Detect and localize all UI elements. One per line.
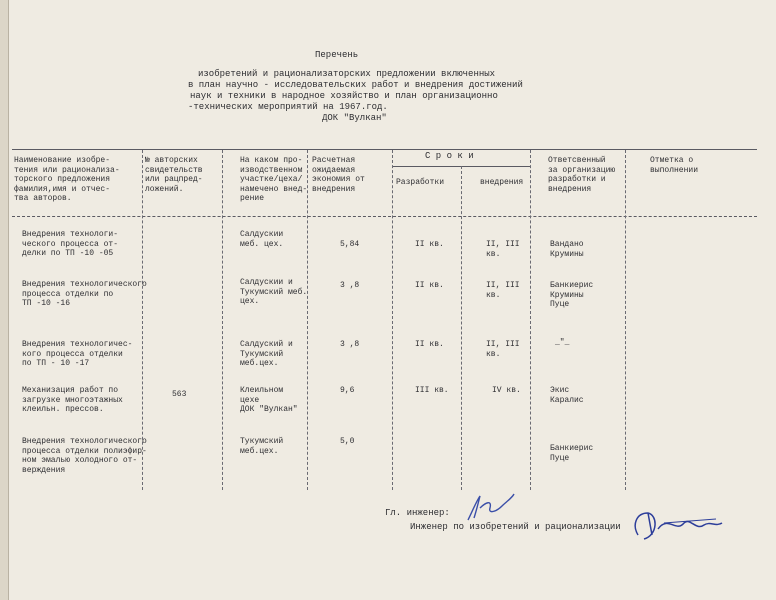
paper-edge (0, 0, 9, 600)
row-impl: II, III кв. (486, 281, 520, 300)
column-divider (392, 150, 393, 490)
col-header-dev: Разработки (396, 178, 445, 187)
inventor-engineer-label: Инженер по изобретений и рационализации (410, 522, 621, 532)
row-name: Внедрения технологи- ческого процесса от- делки по ТП -10 -05 (22, 230, 119, 258)
row-responsible: Экис Каралис (550, 386, 584, 405)
column-divider (625, 150, 626, 490)
row-name: Внедрения технологичес- кого процесса отделки по ТП - 10 -17 (22, 340, 133, 368)
row-dev: II кв. (415, 281, 444, 290)
col-header-name: Наименование изобре- тения или рационализа- торского предложения фамилия,имя и отчес- тва авторов. (14, 156, 120, 203)
row-responsible: Вандано Крумины (550, 240, 584, 259)
row-responsible: Банкиерис Пуце (550, 444, 594, 463)
row-economy: 3 ,8 (340, 340, 360, 349)
row-economy: 9,6 (340, 386, 355, 395)
header-line: изобретений и рационализаторских предложении включенных (198, 69, 496, 79)
row-responsible: Банкиерис Крумины Пуце (550, 281, 594, 309)
row-number: 563 (172, 390, 187, 399)
header-bottom-rule (12, 216, 757, 217)
row-responsible: _"_ (555, 338, 570, 347)
header-line: ДОК "Вулкан" (322, 113, 387, 123)
header-line: в план научно - исследовательских работ и внедрения достижений (188, 80, 523, 90)
row-shop: Салдускии и Тукумский меб. цех. (240, 278, 308, 306)
title: Перечень (315, 50, 359, 60)
column-divider (222, 150, 223, 490)
chief-engineer-label: Гл. инженер: (385, 508, 450, 518)
column-divider (461, 166, 462, 490)
row-economy: 5,0 (340, 437, 355, 446)
row-shop: Клеильном цехе ДОК "Вулкан" (240, 386, 298, 414)
column-divider (530, 150, 531, 490)
col-header-responsible: Ответсвенный за организацию разработки и внедрения (548, 156, 616, 194)
row-dev: II кв. (415, 240, 444, 249)
table-top-rule (12, 149, 757, 150)
row-shop: Тукумский меб.цех. (240, 437, 284, 456)
row-impl: II, III кв. (486, 340, 520, 359)
col-header-impl: внедрения (480, 178, 524, 187)
row-name: Внедрения технологического процесса отделки по ТП -10 -16 (22, 280, 147, 308)
row-impl: IV кв. (492, 386, 521, 395)
col-header-sroki: С р о к и (425, 151, 474, 161)
header-line: -технических мероприятий на 1967.год. (188, 102, 388, 112)
row-shop: Салдуский и Тукумский меб.цех. (240, 340, 293, 368)
row-economy: 3 ,8 (340, 281, 360, 290)
row-economy: 5,84 (340, 240, 360, 249)
row-shop: Салдускии меб. цех. (240, 230, 284, 249)
row-name: Механизация работ по загрузке многоэтажных клеильн. прессов. (22, 386, 123, 414)
col-header-number: № авторских свидетельств или рацпред- ложений. (145, 156, 203, 194)
col-header-status: Отметка о выполнении (650, 156, 699, 175)
row-name: Внедрения технологического процесса отделки полиэфир- ном эмалью холодного от- верждения (22, 437, 147, 475)
col-header-shop: На каком про- изводственном участке/цеха/ намечено внед- рение (240, 156, 308, 203)
chief-signature (462, 490, 522, 526)
inventor-signature (628, 505, 728, 545)
header-line: наук и техники в народное хозяйство и план организационно (190, 91, 498, 101)
row-impl: II, III кв. (486, 240, 520, 259)
row-dev: II кв. (415, 340, 444, 349)
col-header-economy: Расчетная ожидаемая экономия от внедрения (312, 156, 365, 194)
row-dev: III кв. (415, 386, 449, 395)
